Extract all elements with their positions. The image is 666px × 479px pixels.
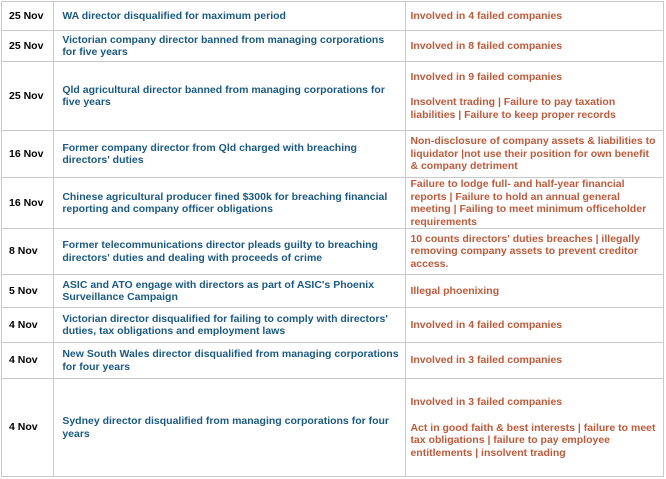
- detail-text: Involved in 4 failed companies: [410, 9, 563, 22]
- detail-text: Involved in 9 failed companies: [410, 70, 563, 83]
- row-title-link[interactable]: ASIC and ATO engage with directors as part of ASIC's Phoenix Surveillance Campaign: [54, 275, 406, 308]
- row-detail: [406, 178, 664, 229]
- row-date: 8 Nov: [2, 229, 54, 275]
- row-date: 4 Nov: [2, 308, 54, 343]
- row-detail: [406, 379, 664, 477]
- row-detail: [406, 343, 664, 379]
- table-row: [2, 31, 664, 62]
- row-date: 16 Nov: [2, 131, 54, 178]
- table-row: [2, 275, 664, 308]
- row-date: 25 Nov: [2, 62, 54, 131]
- row-title-link[interactable]: Chinese agricultural producer fined $300k for breaching financial reporting and company officer obligations: [54, 178, 406, 229]
- row-detail: [406, 31, 664, 62]
- table-row: [2, 131, 664, 178]
- row-detail: [406, 2, 664, 31]
- row-title-link[interactable]: New South Wales director disqualified from managing corporations for four years: [54, 343, 406, 379]
- detail-text: Insolvent trading | Failure to pay taxation liabilities | Failure to keep proper records: [410, 96, 616, 121]
- detail-text: Involved in 3 failed companies: [410, 396, 563, 408]
- row-title-link[interactable]: Sydney director disqualified from managing corporations for four years: [54, 379, 406, 477]
- row-title-link[interactable]: Qld agricultural director banned from managing corporations for five years: [54, 62, 406, 131]
- row-detail: [406, 275, 664, 308]
- detail-text: Involved in 4 failed companies: [410, 318, 563, 331]
- table-row: [2, 343, 664, 379]
- row-title-link[interactable]: Former company director from Qld charged with breaching directors' duties: [54, 131, 406, 178]
- row-date: 4 Nov: [2, 379, 54, 477]
- row-detail: [406, 62, 664, 131]
- row-date: 25 Nov: [2, 2, 54, 31]
- table-row: [2, 178, 664, 229]
- table-row: [2, 229, 664, 275]
- row-date: 5 Nov: [2, 275, 54, 308]
- row-title-link[interactable]: Victorian company director banned from managing corporations for five years: [54, 31, 406, 62]
- table-row: [2, 2, 664, 31]
- row-detail: [406, 229, 664, 275]
- detail-text: Non-disclosure of company assets & liabilities to liquidator |not use their position for own benefit & company detriment: [410, 135, 656, 173]
- detail-text: Involved in 8 failed companies: [410, 39, 563, 52]
- detail-text: 10 counts directors' duties breaches | illegally removing company assets to prevent creditor access.: [410, 232, 640, 270]
- row-detail: [406, 131, 664, 178]
- detail-text: Involved in 3 failed companies: [410, 354, 563, 367]
- detail-text: Failure to lodge full- and half-year financial reports | Failure to hold an annual general meeting | Failing to meet minimum officeholder requirements: [410, 178, 647, 228]
- detail-text: Act in good faith & best interests | failure to meet tax obligations | failure to pay employee entitlements | insolvent trading: [410, 421, 656, 459]
- table-row: [2, 308, 664, 343]
- detail-text: Illegal phoenixing: [410, 284, 500, 297]
- row-date: 16 Nov: [2, 178, 54, 229]
- row-title-link[interactable]: Former telecommunications director pleads guilty to breaching directors' duties and dealing with proceeds of crime: [54, 229, 406, 275]
- row-date: 25 Nov: [2, 31, 54, 62]
- row-detail: [406, 308, 664, 343]
- row-date: 4 Nov: [2, 343, 54, 379]
- table-row: [2, 62, 664, 131]
- row-title-link[interactable]: Victorian director disqualified for failing to comply with directors' duties, tax obligations and employment laws: [54, 308, 406, 343]
- news-table: [1, 1, 664, 477]
- table-row: [2, 379, 664, 477]
- row-title-link[interactable]: WA director disqualified for maximum period: [54, 2, 406, 31]
